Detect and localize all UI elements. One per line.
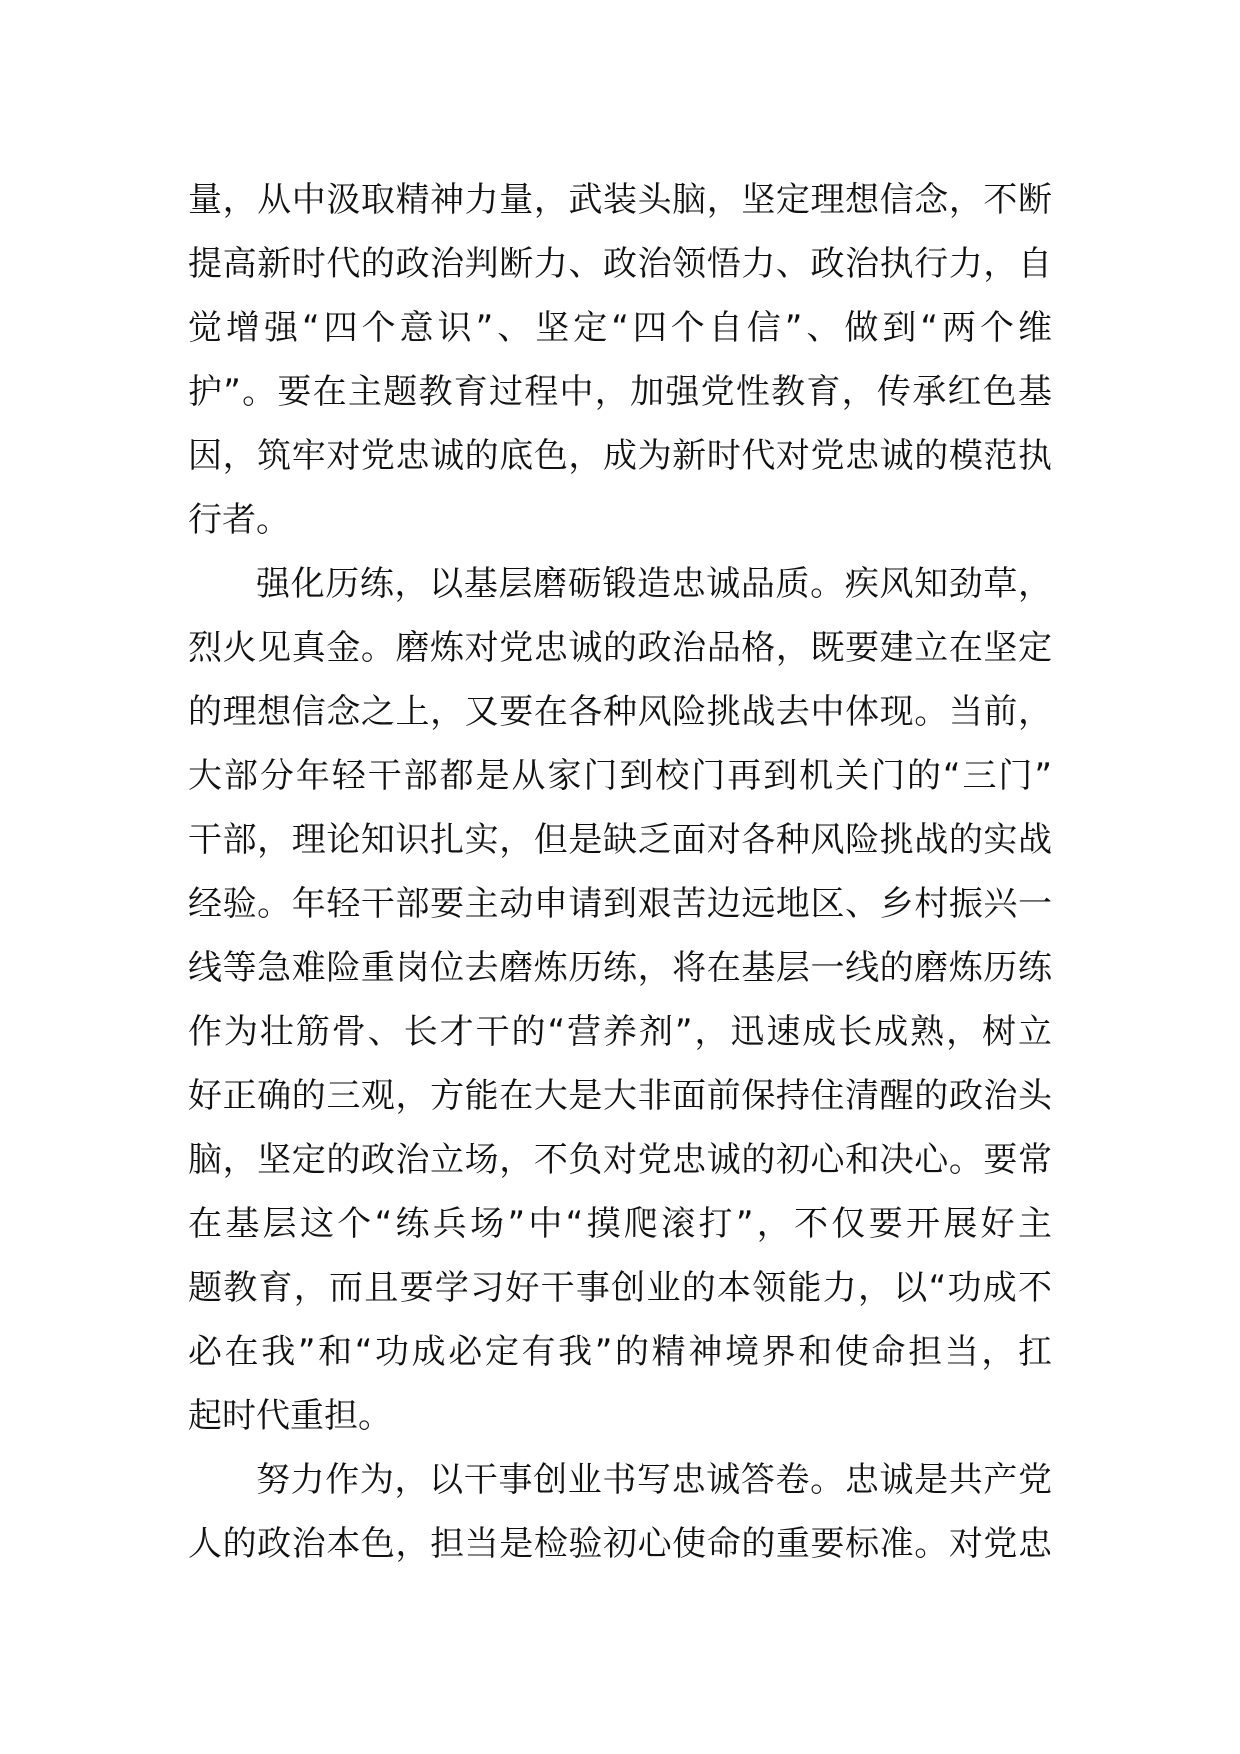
paragraph-heading-line: 强化历练，以基层磨砺锻造忠诚品质。疾风知劲草， (256, 564, 1052, 604)
text-line: 提高新时代的政治判断力、政治领悟力、政治执行力，自 (188, 244, 1052, 284)
text-line: 经验。年轻干部要主动申请到艰苦边远地区、乡村振兴一 (188, 884, 1052, 924)
text-line: 的理想信念之上，又要在各种风险挑战去中体现。当前， (188, 692, 1052, 732)
document-body (188, 168, 1052, 1576)
text-line: 好正确的三观，方能在大是大非面前保持住清醒的政治头 (188, 1076, 1052, 1116)
text-line: 必在我”和“功成必定有我”的精神境界和使命担当，扛 (188, 1332, 1052, 1372)
text-line: 大部分年轻干部都是从家门到校门再到机关门的“三门” (188, 756, 1052, 796)
text-line: 起时代重担。 (188, 1396, 392, 1436)
text-line: 行者。 (188, 500, 290, 540)
text-line: 因，筑牢对党忠诚的底色，成为新时代对党忠诚的模范执 (188, 436, 1052, 476)
text-line: 量，从中汲取精神力量，武装头脑，坚定理想信念，不断 (188, 180, 1052, 220)
text-line: 题教育，而且要学习好干事创业的本领能力，以“功成不 (188, 1268, 1052, 1308)
text-line: 干部，理论知识扎实，但是缺乏面对各种风险挑战的实战 (188, 820, 1052, 860)
text-line: 线等急难险重岗位去磨炼历练，将在基层一线的磨炼历练 (188, 948, 1052, 988)
text-line: 在基层这个“练兵场”中“摸爬滚打”，不仅要开展好主 (188, 1204, 1052, 1244)
text-line: 护”。要在主题教育过程中，加强党性教育，传承红色基 (188, 372, 1052, 412)
text-line: 脑，坚定的政治立场，不负对党忠诚的初心和决心。要常 (188, 1140, 1052, 1180)
text-line: 觉增强“四个意识”、坚定“四个自信”、做到“两个维 (188, 308, 1052, 348)
paragraph-heading-line: 努力作为，以干事创业书写忠诚答卷。忠诚是共产党 (256, 1460, 1052, 1500)
text-line: 人的政治本色，担当是检验初心使命的重要标准。对党忠 (188, 1524, 1052, 1564)
text-line: 作为壮筋骨、长才干的“营养剂”，迅速成长成熟，树立 (188, 1012, 1052, 1052)
text-line: 烈火见真金。磨炼对党忠诚的政治品格，既要建立在坚定 (188, 628, 1052, 668)
